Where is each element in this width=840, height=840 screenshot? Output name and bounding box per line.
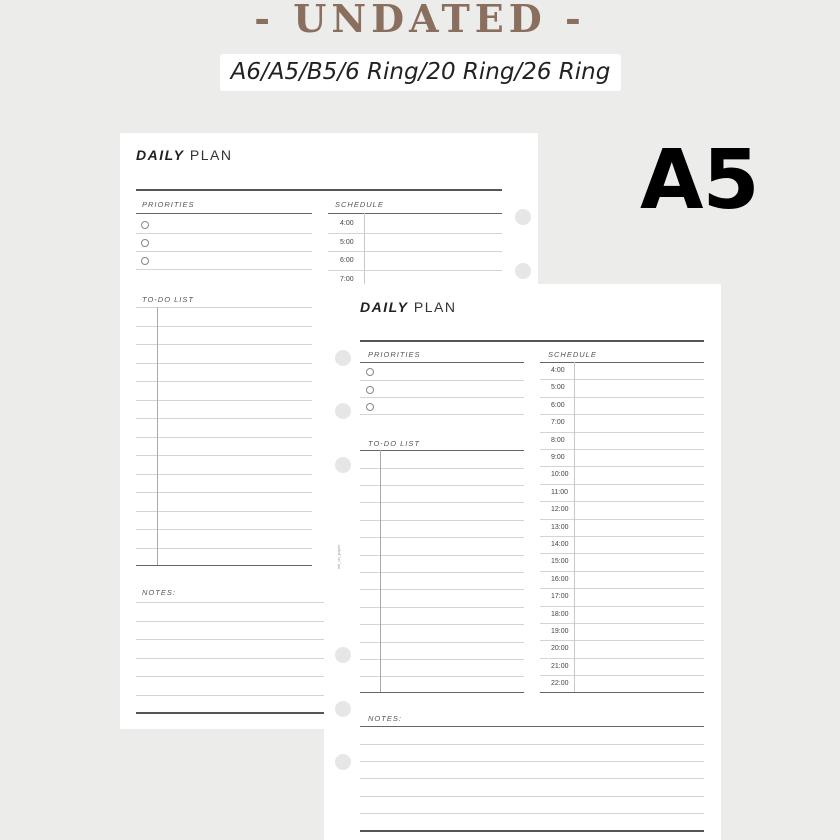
schedule-time: 22:00 (551, 680, 569, 688)
schedule-line (540, 623, 704, 624)
schedule-line (540, 414, 704, 415)
schedule-time: 12:00 (551, 506, 569, 514)
todo-line (136, 400, 312, 401)
schedule-line (540, 571, 704, 572)
notes-label: NOTES: (142, 588, 176, 597)
schedule-label: SCHEDULE (548, 350, 597, 359)
note-line (136, 658, 332, 659)
todo-line (360, 468, 524, 469)
todo-line (360, 572, 524, 573)
note-line (360, 778, 704, 779)
schedule-time: 7:00 (340, 276, 354, 283)
schedule-line (540, 501, 704, 502)
note-line (360, 761, 704, 762)
todo-line (360, 520, 524, 521)
todo-line (360, 485, 524, 486)
schedule-time: 19:00 (551, 628, 569, 635)
schedule-time: 4:00 (340, 220, 354, 227)
schedule-time: 17:00 (551, 593, 569, 601)
page-title-rest: PLAN (189, 147, 233, 163)
todo-line (360, 624, 524, 625)
note-line (360, 813, 704, 814)
schedule-time: 9:00 (551, 454, 565, 461)
todo-line (360, 676, 524, 677)
priority-checkbox (366, 368, 374, 376)
todo-line (360, 589, 524, 590)
todo-line (136, 548, 312, 549)
page-title (360, 299, 456, 315)
schedule-line (540, 466, 704, 467)
todo-line (360, 502, 524, 503)
priorities-label: PRIORITIES (368, 350, 421, 359)
todo-line (136, 529, 312, 530)
priority-checkbox (141, 239, 149, 247)
schedule-time: 5:00 (340, 239, 354, 246)
schedule-time: 4:00 (551, 367, 565, 374)
todo-line (136, 344, 312, 345)
schedule-time: 13:00 (551, 523, 569, 531)
schedule-line (540, 379, 704, 380)
schedule-line (540, 397, 704, 398)
page-title-rest: PLAN (413, 299, 457, 315)
size-label: A5 (640, 133, 759, 228)
todo-line (136, 455, 312, 456)
sizes-banner: A6/A5/B5/6 Ring/20 Ring/26 Ring (220, 54, 621, 91)
schedule-time: 6:00 (340, 257, 354, 264)
page-title-bold: DAILY (360, 299, 409, 315)
schedule-time: 18:00 (551, 610, 569, 618)
planner-page-front (324, 284, 721, 840)
todo-line (360, 555, 524, 556)
schedule-time: 8:00 (551, 436, 565, 444)
priorities-label: PRIORITIES (142, 200, 195, 209)
note-line (136, 639, 332, 640)
schedule-time: 14:00 (551, 541, 569, 548)
schedule-line (540, 536, 704, 537)
schedule-time: 21:00 (551, 662, 569, 670)
note-line (136, 676, 332, 677)
note-line (136, 695, 332, 696)
page-title (136, 147, 232, 163)
schedule-time: 7:00 (551, 419, 565, 427)
schedule-time: 5:00 (551, 384, 565, 392)
note-line (136, 602, 332, 603)
note-line (136, 621, 332, 622)
todo-line (136, 307, 312, 308)
todo-line (360, 659, 524, 660)
schedule-time: 11:00 (551, 488, 568, 496)
schedule-line (540, 675, 704, 676)
todo-line (360, 642, 524, 643)
schedule-time: 15:00 (551, 558, 569, 566)
todo-line (136, 511, 312, 512)
page-title-bold: DAILY (136, 147, 185, 163)
todo-line (360, 607, 524, 608)
notes-label: NOTES: (368, 714, 402, 723)
todo-line (136, 474, 312, 475)
schedule-line (540, 449, 704, 450)
schedule-line (540, 658, 704, 659)
schedule-line (540, 432, 704, 433)
todo-line (136, 381, 312, 382)
schedule-line (540, 519, 704, 520)
todo-label: TO-DO LIST (368, 439, 420, 448)
todo-line (136, 492, 312, 493)
schedule-line (540, 640, 704, 641)
priority-checkbox (141, 257, 149, 265)
schedule-time: 10:00 (551, 471, 569, 479)
todo-line (136, 418, 312, 419)
schedule-line (540, 553, 704, 554)
credit-text: ink_on_paper (336, 544, 341, 569)
schedule-time: 6:00 (551, 401, 565, 409)
schedule-line (540, 484, 704, 485)
note-line (360, 744, 704, 745)
todo-line (136, 363, 312, 364)
priority-checkbox (366, 403, 374, 411)
priority-checkbox (141, 221, 149, 229)
schedule-time: 16:00 (551, 575, 569, 583)
note-line (360, 796, 704, 797)
todo-label: TO-DO LIST (142, 295, 194, 304)
todo-line (136, 437, 312, 438)
schedule-line (540, 606, 704, 607)
schedule-label: SCHEDULE (335, 200, 384, 209)
priority-checkbox (366, 386, 374, 394)
todo-line (360, 537, 524, 538)
schedule-line (540, 588, 704, 589)
schedule-time: 20:00 (551, 645, 569, 653)
todo-line (136, 326, 312, 327)
heading: - UNDATED - (254, 0, 586, 41)
